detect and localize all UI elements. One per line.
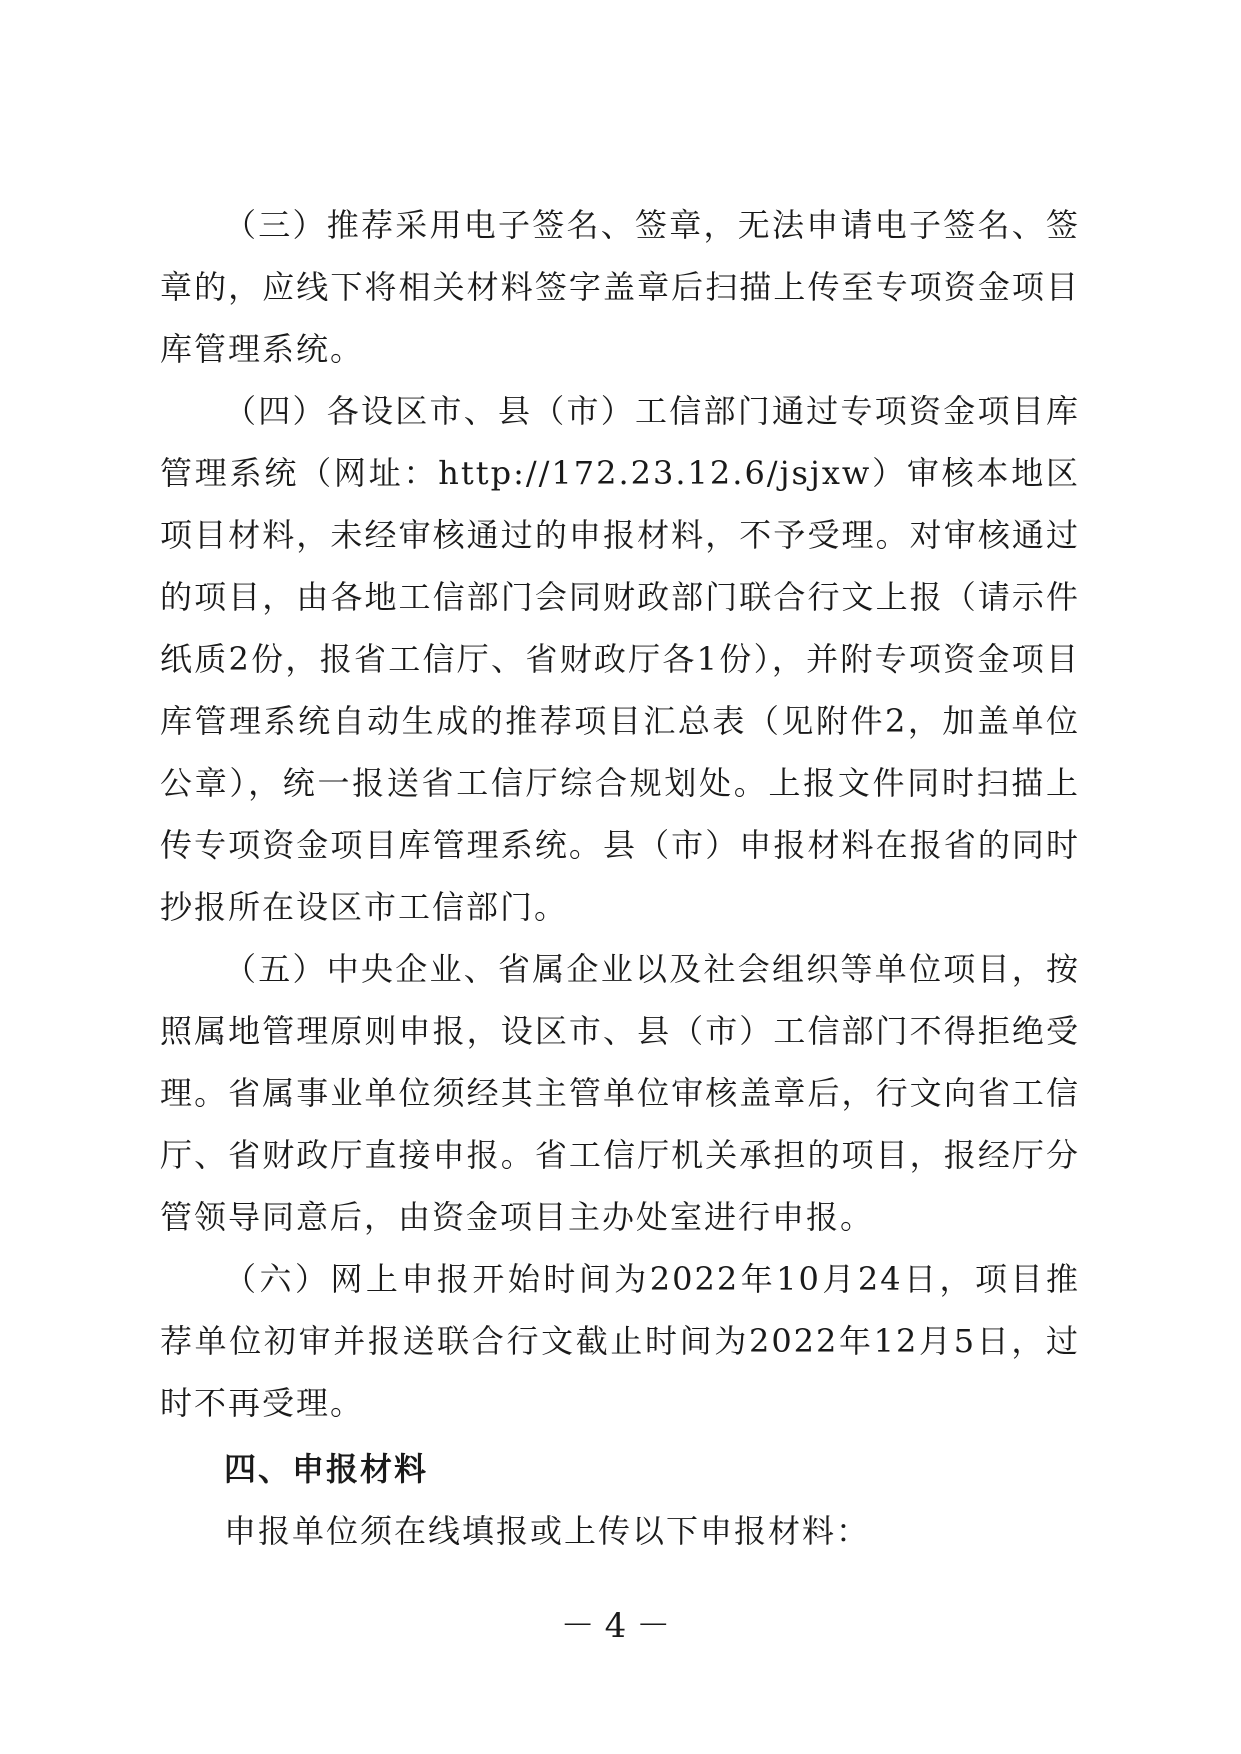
paragraph-item-6: （六）网上申报开始时间为2022年10月24日，项目推荐单位初审并报送联合行文截止时间为2022年12月5日，过时不再受理。 bbox=[160, 1260, 1080, 1422]
paragraph-item-5: （五）中央企业、省属企业以及社会组织等单位项目，按照属地管理原则申报，设区市、县（市）工信部门不得拒绝受理。省属事业单位须经其主管单位审核盖章后，行文向省工信厅、省财政厅直接申报。省工信厅机关承担的项目，报经厅分管领导同意后，由资金项目主办处室进行申报。 bbox=[160, 950, 1080, 1236]
page-number: －4－ bbox=[560, 1606, 681, 1646]
section-heading: 四、申报材料 bbox=[224, 1450, 429, 1488]
document-body bbox=[160, 194, 1080, 1562]
paragraph-item-4: （四）各设区市、县（市）工信部门通过专项资金项目库管理系统（网址：http://172.23.12.6/jsjxw）审核本地区项目材料，未经审核通过的申报材料，不予受理。对审核通过的项目，由各地工信部门会同财政部门联合行文上报（请示件纸质2份，报省工信厅、省财政厅各1份），并附专项资金项目库管理系统自动生成的推荐项目汇总表（见附件2，加盖单位公章），统一报送省工信厅综合规划处。上报文件同时扫描上传专项资金项目库管理系统。县（市）申报材料在报省的同时抄报所在设区市工信部门。 bbox=[160, 392, 1080, 926]
paragraph-item-3: （三）推荐采用电子签名、签章，无法申请电子签名、签章的，应线下将相关材料签字盖章后扫描上传至专项资金项目库管理系统。 bbox=[160, 206, 1080, 368]
section-intro: 申报单位须在线填报或上传以下申报材料： bbox=[224, 1512, 871, 1550]
